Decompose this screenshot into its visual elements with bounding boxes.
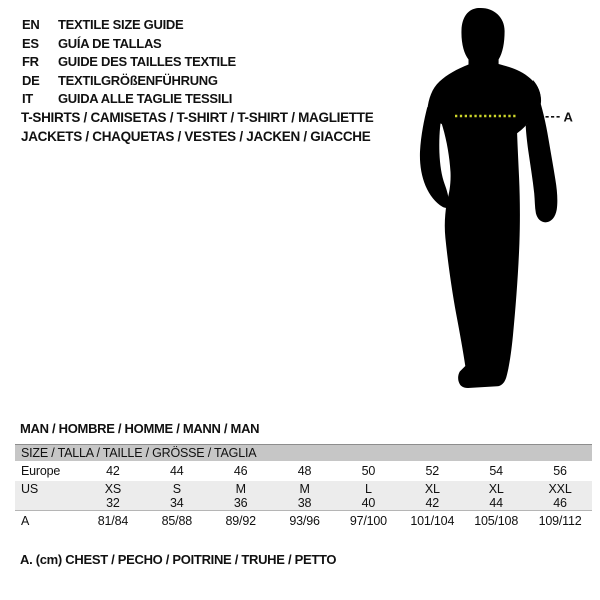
table-row-us: [15, 481, 592, 496]
size-cell: 97/100: [349, 513, 387, 528]
category-line-tshirts: T-SHIRTS / CAMISETAS / T-SHIRT / T-SHIRT / MAGLIETTE: [21, 110, 374, 125]
row-label: A: [21, 513, 30, 528]
size-cell: 54: [489, 464, 503, 478]
size-cell: 44: [489, 496, 503, 510]
size-cell: S: [172, 481, 181, 496]
size-cell: 50: [361, 464, 376, 478]
language-label: GUÍA DE TALLAS: [58, 35, 162, 51]
size-cell: 34: [170, 496, 184, 510]
size-cell: 105/108: [474, 513, 519, 528]
size-cell: 56: [553, 464, 567, 478]
size-cell: 46: [233, 464, 248, 478]
measurement-footnote: A. (cm) CHEST / PECHO / POITRINE / TRUHE / PETTO: [20, 552, 337, 567]
size-cell: XL: [424, 481, 440, 496]
size-cell: XL: [488, 481, 504, 496]
language-code: IT: [22, 91, 33, 107]
size-cell: 32: [106, 496, 120, 510]
table-row-numeric: [15, 496, 592, 511]
row-label: Europe: [21, 464, 61, 478]
size-cell: 36: [233, 496, 248, 510]
size-cell: 101/104: [410, 513, 455, 528]
language-label: GUIDE DES TAILLES TEXTILE: [58, 54, 236, 70]
size-cell: 38: [297, 496, 312, 510]
size-cell: 44: [170, 464, 184, 478]
table-row-europe: [15, 461, 592, 481]
category-line-jackets: JACKETS / CHAQUETAS / VESTES / JACKEN / GIACCHE: [21, 128, 371, 144]
size-cell: M: [299, 481, 310, 496]
size-cell: L: [365, 481, 372, 496]
table-header: SIZE / TALLA / TAILLE / GRÖSSE / TAGLIA: [15, 444, 592, 461]
table-row-chest-cm: [15, 511, 592, 530]
size-cell: 89/92: [225, 513, 256, 528]
measure-label-a: A: [563, 109, 573, 125]
size-cell: 85/88: [161, 513, 192, 528]
size-cell: 52: [425, 464, 440, 478]
size-cell: 42: [106, 464, 120, 478]
row-label: US: [21, 481, 38, 496]
size-cell: 46: [553, 496, 567, 510]
language-label: TEXTILE SIZE GUIDE: [58, 17, 184, 32]
size-cell: 42: [425, 496, 440, 510]
language-label: TEXTILGRÖßENFÜHRUNG: [58, 72, 218, 88]
size-cell: 81/84: [97, 513, 129, 528]
size-cell: XS: [104, 481, 122, 496]
size-cell: XXL: [548, 481, 572, 496]
language-code: DE: [22, 72, 40, 88]
language-code: EN: [22, 17, 40, 32]
language-code: ES: [22, 35, 39, 51]
size-table: [15, 444, 592, 530]
section-title: MAN / HOMBRE / HOMME / MANN / MAN: [20, 421, 260, 436]
size-cell: M: [235, 481, 246, 496]
size-cell: 93/96: [289, 513, 320, 528]
size-cell: 109/112: [538, 513, 582, 528]
size-cell: 40: [361, 496, 376, 510]
language-code: FR: [22, 54, 39, 70]
size-cell: 48: [297, 464, 312, 478]
language-label: GUIDA ALLE TAGLIE TESSILI: [58, 91, 233, 107]
